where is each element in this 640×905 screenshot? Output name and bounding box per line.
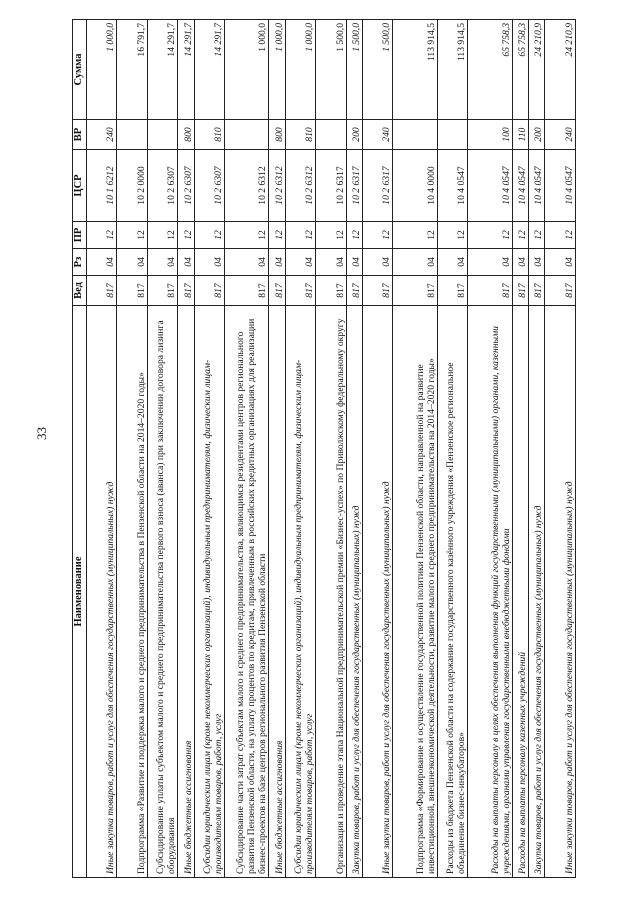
cell-pr: 12 [87, 222, 117, 249]
column-header-name: Наименование [73, 306, 87, 878]
cell-vr [316, 120, 346, 150]
page-number: 33 [34, 427, 49, 440]
cell-csr: 10 2 6312 [225, 150, 269, 222]
cell-pr: 12 [437, 222, 467, 249]
cell-name: Закупка товаров, работ и услуг для обеспечения государственных (муниципальных) нужд [529, 306, 545, 878]
table-body [87, 20, 576, 878]
cell-csr: 10 4 0547 [468, 150, 512, 222]
column-header-rz: Рз [73, 249, 87, 276]
cell-vr: 100 [468, 120, 512, 150]
cell-sum: 14 291,7 [178, 20, 194, 120]
cell-ved: 817 [468, 276, 512, 306]
cell-sum: 1 500,0 [346, 20, 362, 120]
table-row [437, 20, 467, 878]
cell-pr: 12 [529, 222, 545, 249]
cell-sum: 65 758,3 [468, 20, 512, 120]
cell-name: Расходы из бюджета Пензенской области на содержание государственного казённого учреждения «Пензенское региональное объединение бизнес-инкубаторов» [437, 306, 467, 878]
table-row [316, 20, 346, 878]
cell-ved: 817 [194, 276, 224, 306]
cell-rz: 04 [178, 249, 194, 276]
cell-csr: 10 2 6317 [346, 150, 362, 222]
cell-pr: 12 [363, 222, 393, 249]
cell-name: Субсидирование уплаты субъектом малого и среднего предпринимательства первого взноса (аванса) при заключении договора лизинга оборудования [147, 306, 177, 878]
cell-rz: 04 [393, 249, 437, 276]
cell-sum: 65 758,3 [512, 20, 528, 120]
cell-ved: 817 [87, 276, 117, 306]
cell-csr: 10 1 6212 [87, 150, 117, 222]
cell-sum: 1 000,0 [225, 20, 269, 120]
cell-vr [437, 120, 467, 150]
cell-vr: 800 [269, 120, 285, 150]
cell-name: Субсидии юридическим лицам (кроме некоммерческих организаций), индивидуальным предпринимателям, физическим лицам-производителям товаров, работ, услуг [194, 306, 224, 878]
cell-vr [117, 120, 147, 150]
cell-ved: 817 [117, 276, 147, 306]
cell-name: Подпрограмма «Развитие и поддержка малого и среднего предпринимательства в Пензенской области на 2014–2020 годы» [117, 306, 147, 878]
cell-sum: 1 500,0 [363, 20, 393, 120]
cell-ved: 817 [393, 276, 437, 306]
cell-sum: 113 914,5 [393, 20, 437, 120]
table-row [117, 20, 147, 878]
table-row [285, 20, 315, 878]
cell-pr: 12 [269, 222, 285, 249]
cell-pr: 12 [468, 222, 512, 249]
cell-ved: 817 [225, 276, 269, 306]
cell-name: Иные закупки товаров, работ и услуг для обеспечения государственных (муниципальных) нужд [545, 306, 576, 878]
cell-csr: 10 2 6317 [363, 150, 393, 222]
cell-ved: 817 [437, 276, 467, 306]
cell-name: Подпрограмма «Формирование и осуществление государственной политики Пензенской области, направленной на развитие инвестиционной, внешнеэкономической деятельности, развитие малого и среднего предпринимательства на 2014–2020 годы» [393, 306, 437, 878]
table-row [346, 20, 362, 878]
cell-csr: 10 4 0547 [437, 150, 467, 222]
cell-csr: 10 4 0547 [545, 150, 576, 222]
cell-name: Иные закупка товаров, работ и услуг для обеспечения государственных (муниципальных) нужд [87, 306, 117, 878]
cell-csr: 10 2 6307 [178, 150, 194, 222]
cell-ved: 817 [346, 276, 362, 306]
table-row [393, 20, 437, 878]
cell-ved: 817 [269, 276, 285, 306]
cell-vr [147, 120, 177, 150]
table-row [529, 20, 545, 878]
cell-pr: 12 [147, 222, 177, 249]
cell-rz: 04 [117, 249, 147, 276]
cell-vr: 110 [512, 120, 528, 150]
cell-csr: 10 2 6312 [269, 150, 285, 222]
cell-pr: 12 [194, 222, 224, 249]
cell-pr: 12 [285, 222, 315, 249]
table-row [87, 20, 117, 878]
cell-ved: 817 [512, 276, 528, 306]
cell-csr: 10 2 6317 [316, 150, 346, 222]
cell-pr: 12 [117, 222, 147, 249]
cell-vr: 240 [87, 120, 117, 150]
table-row [147, 20, 177, 878]
cell-vr [393, 120, 437, 150]
cell-sum: 14 291,7 [194, 20, 224, 120]
cell-sum: 16 791,7 [117, 20, 147, 120]
cell-rz: 04 [346, 249, 362, 276]
cell-name: Закупка товаров, работ и услуг для обеспечения государственных (муниципальных) нужд [346, 306, 362, 878]
cell-vr [225, 120, 269, 150]
cell-sum: 1 000,0 [285, 20, 315, 120]
cell-csr: 10 2 6312 [285, 150, 315, 222]
cell-vr: 240 [363, 120, 393, 150]
cell-csr: 10 2 6307 [194, 150, 224, 222]
cell-rz: 04 [269, 249, 285, 276]
cell-sum: 1 500,0 [316, 20, 346, 120]
cell-csr: 10 4 0000 [393, 150, 437, 222]
cell-vr: 200 [529, 120, 545, 150]
cell-name: Субсидирование части затрат субъектам малого и среднего предпринимательства, являющимся резидентами центров регионального развития Пензенской области, на уплату процентов по кредитам, привлеченным в российских кредитных организациях для реализации бизнес-проектов на базе центров регионального развития Пензенской области [225, 306, 269, 878]
cell-vr: 810 [194, 120, 224, 150]
cell-ved: 817 [147, 276, 177, 306]
cell-ved: 817 [363, 276, 393, 306]
cell-sum: 1 000,0 [269, 20, 285, 120]
column-header-ved: Вед [73, 276, 87, 306]
cell-name: Организация и проведение этапа Национальной предпринимательской премии «Бизнес-успех» по Приволжскому федеральному округу [316, 306, 346, 878]
cell-rz: 04 [468, 249, 512, 276]
table-row [194, 20, 224, 878]
column-header-sum: Сумма [73, 20, 87, 120]
cell-csr: 10 4 0547 [529, 150, 545, 222]
cell-rz: 04 [285, 249, 315, 276]
cell-csr: 10 4 0547 [512, 150, 528, 222]
column-header-vr: ВР [73, 120, 87, 150]
cell-name: Субсидии юридическим лицам (кроме некоммерческих организаций), индивидуальным предпринимателям, физическим лицам-производителям товаров, работ, услуг [285, 306, 315, 878]
cell-pr: 12 [393, 222, 437, 249]
cell-rz: 04 [512, 249, 528, 276]
cell-vr: 240 [545, 120, 576, 150]
cell-ved: 817 [285, 276, 315, 306]
cell-sum: 24 210,9 [529, 20, 545, 120]
cell-ved: 817 [316, 276, 346, 306]
cell-rz: 04 [194, 249, 224, 276]
table-row [225, 20, 269, 878]
cell-rz: 04 [225, 249, 269, 276]
cell-vr: 800 [178, 120, 194, 150]
rotated-page-content [72, 20, 576, 878]
cell-name: Иные закупки товаров, работ и услуг для обеспечения государственных (муниципальных) нужд [363, 306, 393, 878]
cell-name: Расходы на выплаты персоналу казенных учреждений [512, 306, 528, 878]
cell-pr: 12 [316, 222, 346, 249]
cell-vr: 200 [346, 120, 362, 150]
cell-rz: 04 [529, 249, 545, 276]
cell-vr: 810 [285, 120, 315, 150]
cell-rz: 04 [545, 249, 576, 276]
table-row [363, 20, 393, 878]
cell-name: Иные бюджетные ассигнования [269, 306, 285, 878]
table-row [468, 20, 512, 878]
cell-pr: 12 [346, 222, 362, 249]
cell-sum: 24 210,9 [545, 20, 576, 120]
cell-rz: 04 [316, 249, 346, 276]
table-row [512, 20, 528, 878]
cell-rz: 04 [87, 249, 117, 276]
cell-pr: 12 [545, 222, 576, 249]
cell-pr: 12 [225, 222, 269, 249]
cell-rz: 04 [437, 249, 467, 276]
cell-pr: 12 [178, 222, 194, 249]
column-header-csr: ЦСР [73, 150, 87, 222]
cell-name: Расходы на выплаты персоналу в целях обеспечения выполнения функций государственными (муниципальными) органами, казенными учреждениями, органами управления государственными внебюджетными фондами [468, 306, 512, 878]
cell-ved: 817 [545, 276, 576, 306]
budget-table [72, 19, 576, 878]
cell-pr: 12 [512, 222, 528, 249]
table-row [269, 20, 285, 878]
cell-sum: 14 291,7 [147, 20, 177, 120]
cell-name: Иные бюджетные ассигнования [178, 306, 194, 878]
cell-ved: 817 [529, 276, 545, 306]
cell-sum: 1 000,0 [87, 20, 117, 120]
cell-ved: 817 [178, 276, 194, 306]
table-row [545, 20, 576, 878]
cell-sum: 113 914,5 [437, 20, 467, 120]
cell-rz: 04 [363, 249, 393, 276]
table-row [178, 20, 194, 878]
cell-csr: 10 2 6307 [147, 150, 177, 222]
column-header-pr: ПР [73, 222, 87, 249]
cell-csr: 10 2 0000 [117, 150, 147, 222]
cell-rz: 04 [147, 249, 177, 276]
